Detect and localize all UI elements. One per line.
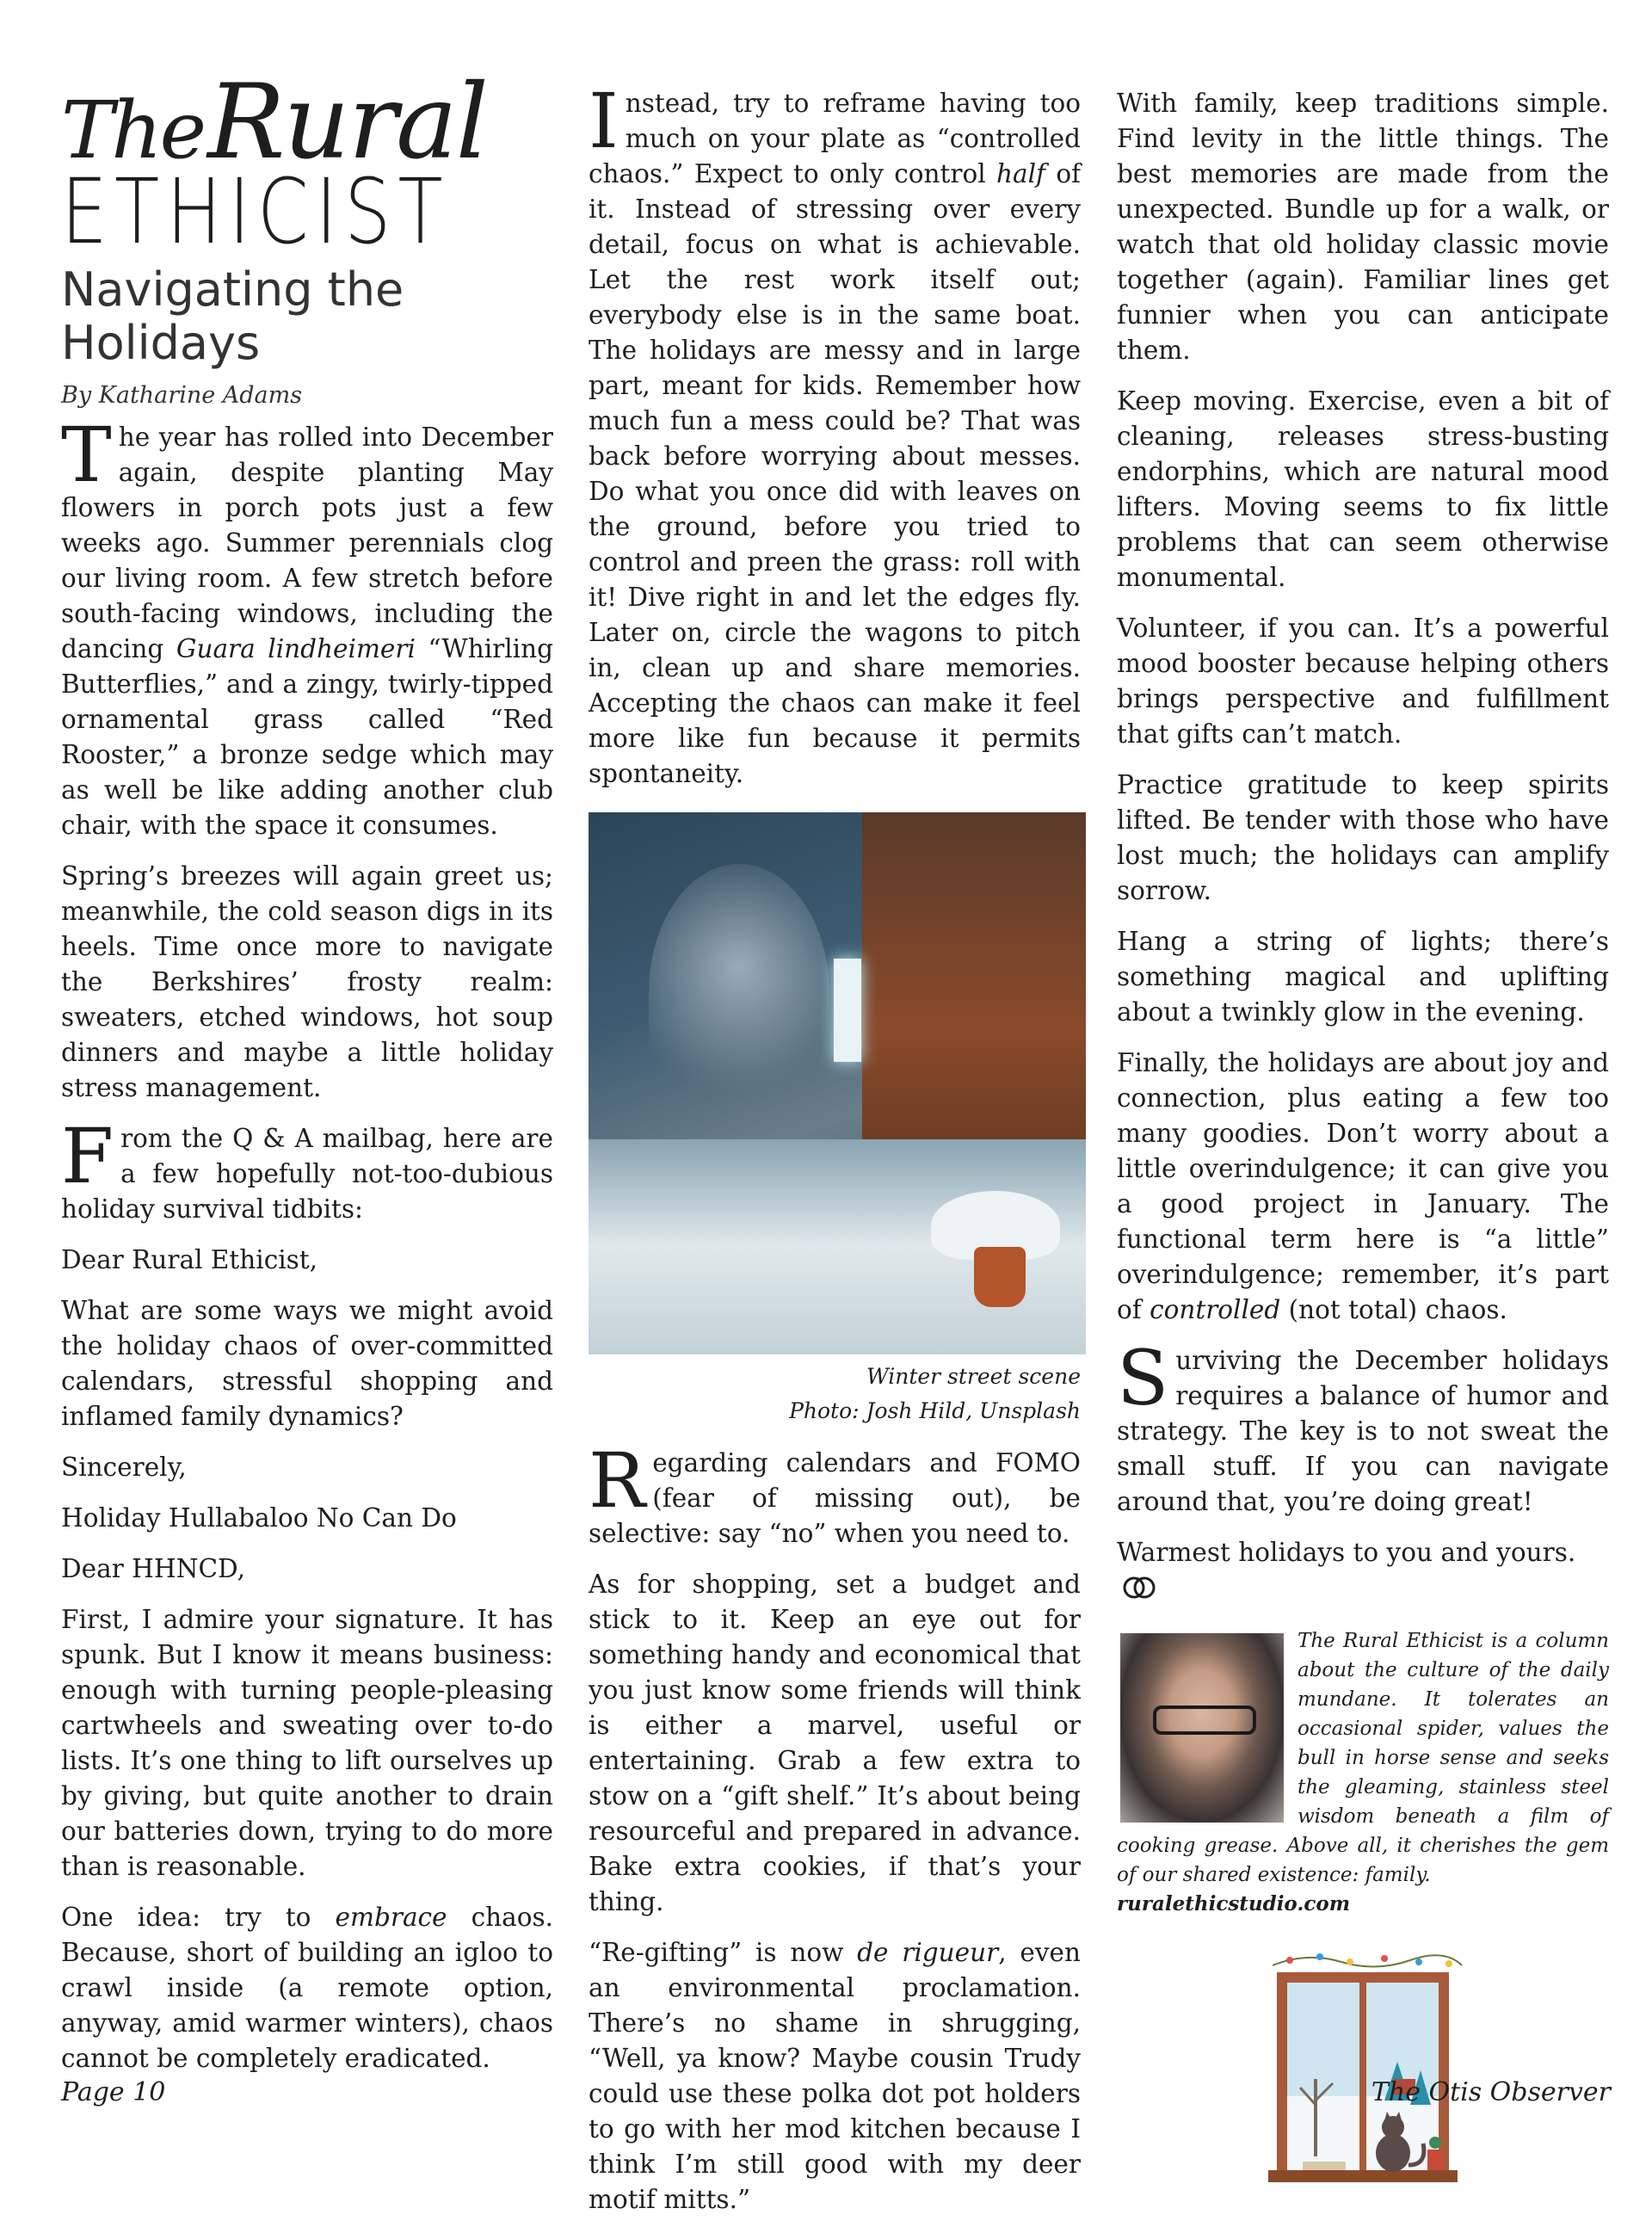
article-headline: Navigating the Holidays: [61, 262, 404, 370]
masthead-rural: Rural: [207, 63, 487, 182]
flower-pot: [974, 1247, 1026, 1307]
paragraph: Instead, try to reframe having too much on your plate as “controlled chaos.” Expect to only control half of it. Instead of stressing over every detail, focus on what is achievable. Let the rest work itself out; everybody else is in the same boat. The holidays are messy and in large part, meant for kids. Remember how much fun a mess could be? That was back before worrying about messes. Do what you once did with leaves on the ground, before you tried to control and preen the grass: roll with it! Dive right in and let the edges fly. Later on, circle the wagons to pitch in, clean up and share memories. Accepting the chaos can make it feel more like fun because it permits spontaneity.: [589, 77, 1081, 788]
paragraph: Hang a string of lights; there’s something magical and uplifting about a twinkly glow in the evening.: [1117, 927, 1609, 1027]
column-3: [1117, 86, 1609, 2208]
page-number: Page 10: [61, 2077, 166, 2107]
publication-name: The Otis Observer: [1371, 2077, 1611, 2107]
main-sign: [834, 959, 861, 1062]
paragraph: From the Q & A mailbag, here are a few hopefully not-too-dubious holiday survival tidbits:: [61, 1112, 553, 1224]
drop-cap: R: [589, 1436, 646, 1525]
column-1: [61, 63, 553, 2092]
masthead-the: The: [61, 84, 205, 176]
paragraph: First, I admire your signature. It has spunk. But I know it means business: enough with turning people-pleasing cartwheels and sweating over to-do lists. It’s one thing to lift ourselves up by giving, but quite another to drain our batteries down, trying to do more than is reasonable.: [61, 1605, 553, 1881]
drop-cap: S: [1117, 1334, 1169, 1422]
letter-salutation: Dear Rural Ethicist,: [61, 1245, 318, 1274]
caption-title: Winter street scene: [866, 1364, 1081, 1389]
closing-line: Warmest holidays to you and yours.: [1117, 1535, 1609, 1606]
drop-cap: T: [61, 410, 112, 499]
paragraph: Finally, the holidays are about joy and connection, plus eating a few too many goodies. Don’t worry about a little overindulgence; it can give you a good project in January. The functional term here is “a little” overindulgence; remember, it’s part of controlled (not total) chaos.: [1117, 1048, 1609, 1324]
author-photo: [1120, 1633, 1284, 1823]
otis-observer-end-mark-icon: [1122, 1576, 1156, 1600]
letter-closing: Sincerely,: [61, 1453, 187, 1482]
paragraph: One idea: try to embrace chaos. Because, short of building an igloo to crawl inside (a remote option, anyway, amid warmer winters), chaos cannot be completely eradicated.: [61, 1903, 553, 2073]
column-2: [589, 77, 1081, 2233]
paragraph: With family, keep traditions simple. Find levity in the little things. The best memories are made from the unexpected. Bundle up for a walk, or watch that old holiday classic movie together (again). Familiar lines get funnier when you can anticipate them.: [1117, 89, 1609, 365]
winter-street-photo: [589, 812, 1086, 1354]
caption-credit: Photo: Josh Hild, Unsplash: [789, 1398, 1081, 1423]
paragraph: Spring’s breezes will again greet us; meanwhile, the cold season digs in its heels. Time once more to navigate the Berkshires’ frosty realm: sweaters, etched windows, hot soup dinners and maybe a little holiday stress management.: [61, 861, 553, 1102]
letter-question: What are some ways we might avoid the holiday chaos of over-committed calendars, stressful shopping and inflamed family dynamics?: [61, 1296, 553, 1431]
paragraph: Regarding calendars and FOMO (fear of missing out), be selective: say “no” when you need to.: [589, 1436, 1081, 1548]
letter-signature: Holiday Hullabaloo No Can Do: [61, 1503, 457, 1533]
masthead-ethicist: ETHICIST: [61, 159, 450, 264]
paragraph: “Re-gifting” is now de rigueur, even an environmental proclamation. There’s no shame in shrugging, “Well, ya know? Maybe cousin Trudy could use these polka dot pot holders to go with her mod kitchen because I think I’m still good with my deer motif mitts.”: [589, 1938, 1081, 2214]
drop-cap: F: [61, 1112, 114, 1200]
reply-salutation: Dear HHNCD,: [61, 1554, 245, 1583]
paragraph: Keep moving. Exercise, even a bit of cleaning, releases stress-busting endorphins, which are natural mood lifters. Moving seems to fix little problems that can seem otherwise monumental.: [1117, 386, 1609, 592]
snowy-tree: [649, 864, 829, 1122]
author-bio: [1117, 1626, 1609, 1919]
drop-cap: I: [589, 77, 619, 165]
bio-link[interactable]: ruralethicstudio.com: [1117, 1892, 1351, 1915]
glasses: [1153, 1706, 1256, 1735]
byline: By Katharine Adams: [61, 382, 303, 409]
paragraph: Volunteer, if you can. It’s a powerful mood booster because helping others brings perspective and fulfillment that gifts can’t match.: [1117, 614, 1609, 749]
paragraph: Surviving the December holidays requires a balance of humor and strategy. The key is to not sweat the small stuff. If you can navigate around that, you’re doing great!: [1117, 1334, 1609, 1516]
photo-caption: [589, 1360, 1081, 1428]
paragraph: As for shopping, set a budget and stick to it. Keep an eye out for something handy and economical that you just know some friends will think is either a marvel, useful or entertaining. Grab a few extra to stow on a “gift shelf.” It’s about being resourceful and prepared in advance. Bake extra cookies, if that’s your thing.: [589, 1570, 1081, 1916]
bio-text: The Rural Ethicist is a column about the culture of the daily mundane. It tolerates an occasional spider, values the bull in horse sense and seeks the gleaming, stainless steel wisdom beneath a film of cooking grease. Above all, it cherishes the gem of our shared existence: family.: [1117, 1630, 1609, 1886]
paragraph: Practice gratitude to keep spirits lifted. Be tender with those who have lost much; the holidays can amplify sorrow.: [1117, 770, 1609, 905]
paragraph: The year has rolled into December again, despite planting May flowers in porch pots just a few weeks ago. Summer perennials clog our living room. A few stretch before south-facing windows, including the dancing Guara lindheimeri “Whirling Butterflies,” and a zingy, twirly-tipped ornamental grass called “Red Rooster,” a bronze sedge which may as well be like adding another club chair, with the space it consumes.: [61, 410, 553, 840]
